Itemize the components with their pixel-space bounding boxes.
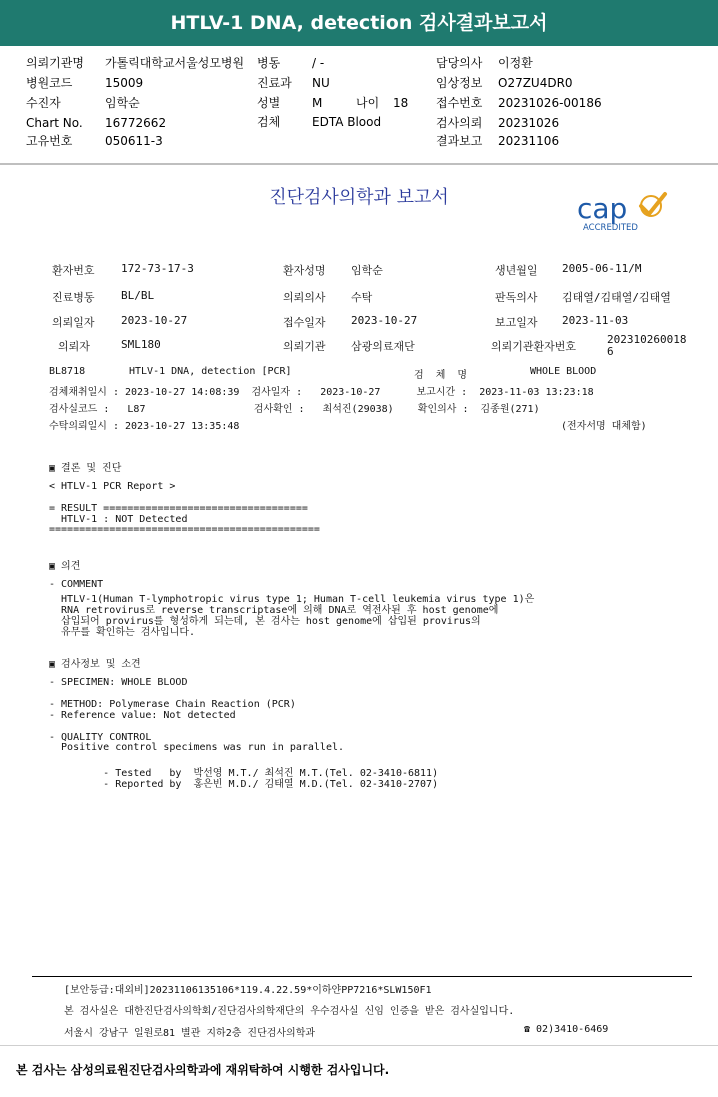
label-request-date: 검사의뢰: [436, 116, 483, 130]
value-hospital-code: 15009: [105, 76, 144, 90]
pi-value-birth: 2005-06-11/M: [562, 262, 642, 275]
pi-label-receipt-date: 접수일자: [283, 316, 326, 329]
report-body-line: - Reported by 홍은빈 M.D./ 김태열 M.D.(Tel. 02-3410-2707): [49, 779, 439, 791]
electronic-signature-note: (전자서명 대체함): [561, 421, 647, 432]
test-code: BL8718: [49, 366, 86, 377]
value-specimen: EDTA Blood: [312, 115, 382, 129]
pi-value-institution: 삼광의료재단: [351, 340, 415, 353]
value-report-date: 20231106: [498, 134, 560, 148]
report-body-line: = RESULT ==================================: [49, 502, 308, 514]
value-unique-id: 050611-3: [105, 134, 163, 148]
report-body-line: =============================================: [49, 524, 320, 536]
pi-label-reading-doctor: 판독의사: [495, 291, 538, 304]
report-body-line: 삽입되어 provirus를 형성하게 되는데, 본 검사는 host genome에 삽입된 provirus의: [49, 615, 481, 627]
pi-label-institution: 의뢰기관: [283, 340, 326, 353]
label-institution: 의뢰기관명: [26, 56, 84, 70]
report-body-line: ▣ 결론 및 진단: [49, 463, 122, 474]
label-department: 진료과: [257, 76, 292, 90]
test-specimen-label: 검 체 명: [414, 370, 468, 381]
value-request-date: 20231026: [498, 116, 560, 130]
value-ward: / -: [312, 56, 325, 70]
cap-accredited-text: ACCREDITED: [583, 223, 638, 233]
report-body-line: ▣ 의견: [49, 561, 81, 573]
report-body-line: - Tested by 박선영 M.T./ 최석진 M.T.(Tel. 02-3410-6811): [49, 768, 439, 780]
report-body-line: Positive control specimens was run in parallel.: [49, 742, 345, 754]
report-body-line: ▣ 검사정보 및 소견: [49, 659, 141, 671]
cap-accredited-logo: [575, 190, 675, 234]
label-doctor: 담당의사: [436, 56, 483, 70]
value-age: 18: [393, 96, 409, 110]
pi-value-requester: SML180: [121, 338, 161, 351]
label-hospital-code: 병원코드: [26, 76, 73, 90]
pi-value-inst-patient-no-cont: 6: [607, 345, 614, 358]
label-sex: 성별: [257, 96, 281, 110]
label-ward: 병동: [257, 56, 281, 70]
pi-value-receipt-date: 2023-10-27: [351, 314, 418, 327]
value-patient: 임학순: [105, 96, 140, 110]
test-name: HTLV-1 DNA, detection [PCR]: [129, 366, 292, 377]
pi-label-requester: 의뢰자: [58, 340, 90, 353]
footer-divider: [32, 976, 692, 977]
value-receipt-no: 20231026-00186: [498, 96, 602, 110]
label-chart-no: Chart No.: [26, 116, 83, 130]
pi-label-birth: 생년월일: [495, 264, 538, 277]
report-body-line: RNA retrovirus로 reverse transcriptase에 의해 DNA로 역전사된 후 host genome에: [49, 604, 499, 616]
certification-note: 본 검사실은 대한진단검사의학회/진단검사의학재단의 우수검사실 신임 인증을 받은 검사실입니다.: [64, 1006, 515, 1017]
pi-label-request-date: 의뢰일자: [52, 316, 95, 329]
pi-label-requesting-doctor: 의뢰의사: [283, 291, 326, 304]
value-clinical-info: O27ZU4DR0: [498, 76, 573, 90]
pi-value-ward: BL/BL: [121, 289, 155, 302]
pi-label-patient-name: 환자성명: [283, 264, 326, 277]
footer-bottom-divider: [0, 1045, 718, 1046]
test-specimen-value: WHOLE BLOOD: [530, 366, 597, 377]
report-body-line: < HTLV-1 PCR Report >: [49, 480, 176, 492]
pi-value-report-date: 2023-11-03: [562, 314, 629, 327]
pi-label-report-date: 보고일자: [495, 316, 538, 329]
pi-value-patient-name: 임학순: [351, 264, 383, 277]
label-unique-id: 고유번호: [26, 134, 73, 148]
test-line-referral: 수탁의뢰일시 : 2023-10-27 13:35:48: [49, 421, 240, 432]
report-body-line: - QUALITY CONTROL: [49, 731, 152, 743]
test-line-lab-code: 검사실코드 : L87 검사확인 : 최석진(29038) 확인의사 : 김종원(271): [49, 404, 540, 415]
lab-phone: ☎ 02)3410-6469: [524, 1024, 609, 1035]
value-sex: M: [312, 96, 323, 110]
pi-value-requesting-doctor: 수탁: [351, 291, 373, 304]
report-body-line: - SPECIMEN: WHOLE BLOOD: [49, 677, 188, 688]
reconsignment-note: 본 검사는 삼성의료원진단검사의학과에 재위탁하여 시행한 검사입니다.: [16, 1063, 390, 1077]
label-clinical-info: 임상정보: [436, 76, 483, 90]
pi-value-request-date: 2023-10-27: [121, 314, 188, 327]
lab-address: 서울시 강남구 일원로81 별관 지하2층 진단검사의학과: [64, 1028, 316, 1039]
pi-value-reading-doctor: 김태열/김태열/김태열: [562, 291, 671, 304]
report-title-bar: HTLV-1 DNA, detection 검사결과보고서: [0, 0, 718, 46]
header-divider: [0, 163, 718, 165]
label-age: 나이: [356, 96, 380, 110]
value-department: NU: [312, 76, 330, 90]
pi-label-ward: 진료병동: [52, 291, 95, 304]
lab-report-title: 진단검사의학과 보고서: [269, 187, 449, 208]
label-patient: 수진자: [26, 96, 61, 110]
security-line: [보안등급:대외비]20231106135106*119.4.22.59*이하얀PP7216*SLW150F1: [64, 985, 432, 996]
label-specimen: 검체: [257, 115, 281, 129]
label-receipt-no: 접수번호: [436, 96, 483, 110]
pi-label-patient-no: 환자번호: [52, 264, 95, 277]
report-body-line: - METHOD: Polymerase Chain Reaction (PCR): [49, 698, 296, 710]
pi-label-inst-patient-no: 의뢰기관환자번호: [491, 340, 577, 353]
cap-logo-text: cap: [577, 192, 628, 225]
report-body-line: HTLV-1(Human T-lymphotropic virus type 1; Human T-cell leukemia virus type 1)은: [49, 593, 535, 605]
test-line-collection: 검체채취일시 : 2023-10-27 14:08:39 검사일자 : 2023-10-27 보고시간 : 2023-11-03 13:23:18: [49, 387, 594, 398]
value-doctor: 이정환: [498, 56, 533, 70]
report-body-line: 유무를 확인하는 검사입니다.: [49, 626, 196, 638]
report-body-line: - Reference value: Not detected: [49, 709, 236, 721]
report-body-line: - COMMENT: [49, 578, 104, 590]
label-report-date: 결과보고: [436, 134, 483, 148]
value-institution: 가톨릭대학교서울성모병원: [105, 56, 245, 70]
pi-value-patient-no: 172-73-17-3: [121, 262, 194, 275]
report-body-line: HTLV-1 : NOT Detected: [49, 513, 188, 525]
pi-value-inst-patient-no: 202310260018: [607, 333, 687, 346]
value-chart-no: 16772662: [105, 116, 167, 130]
